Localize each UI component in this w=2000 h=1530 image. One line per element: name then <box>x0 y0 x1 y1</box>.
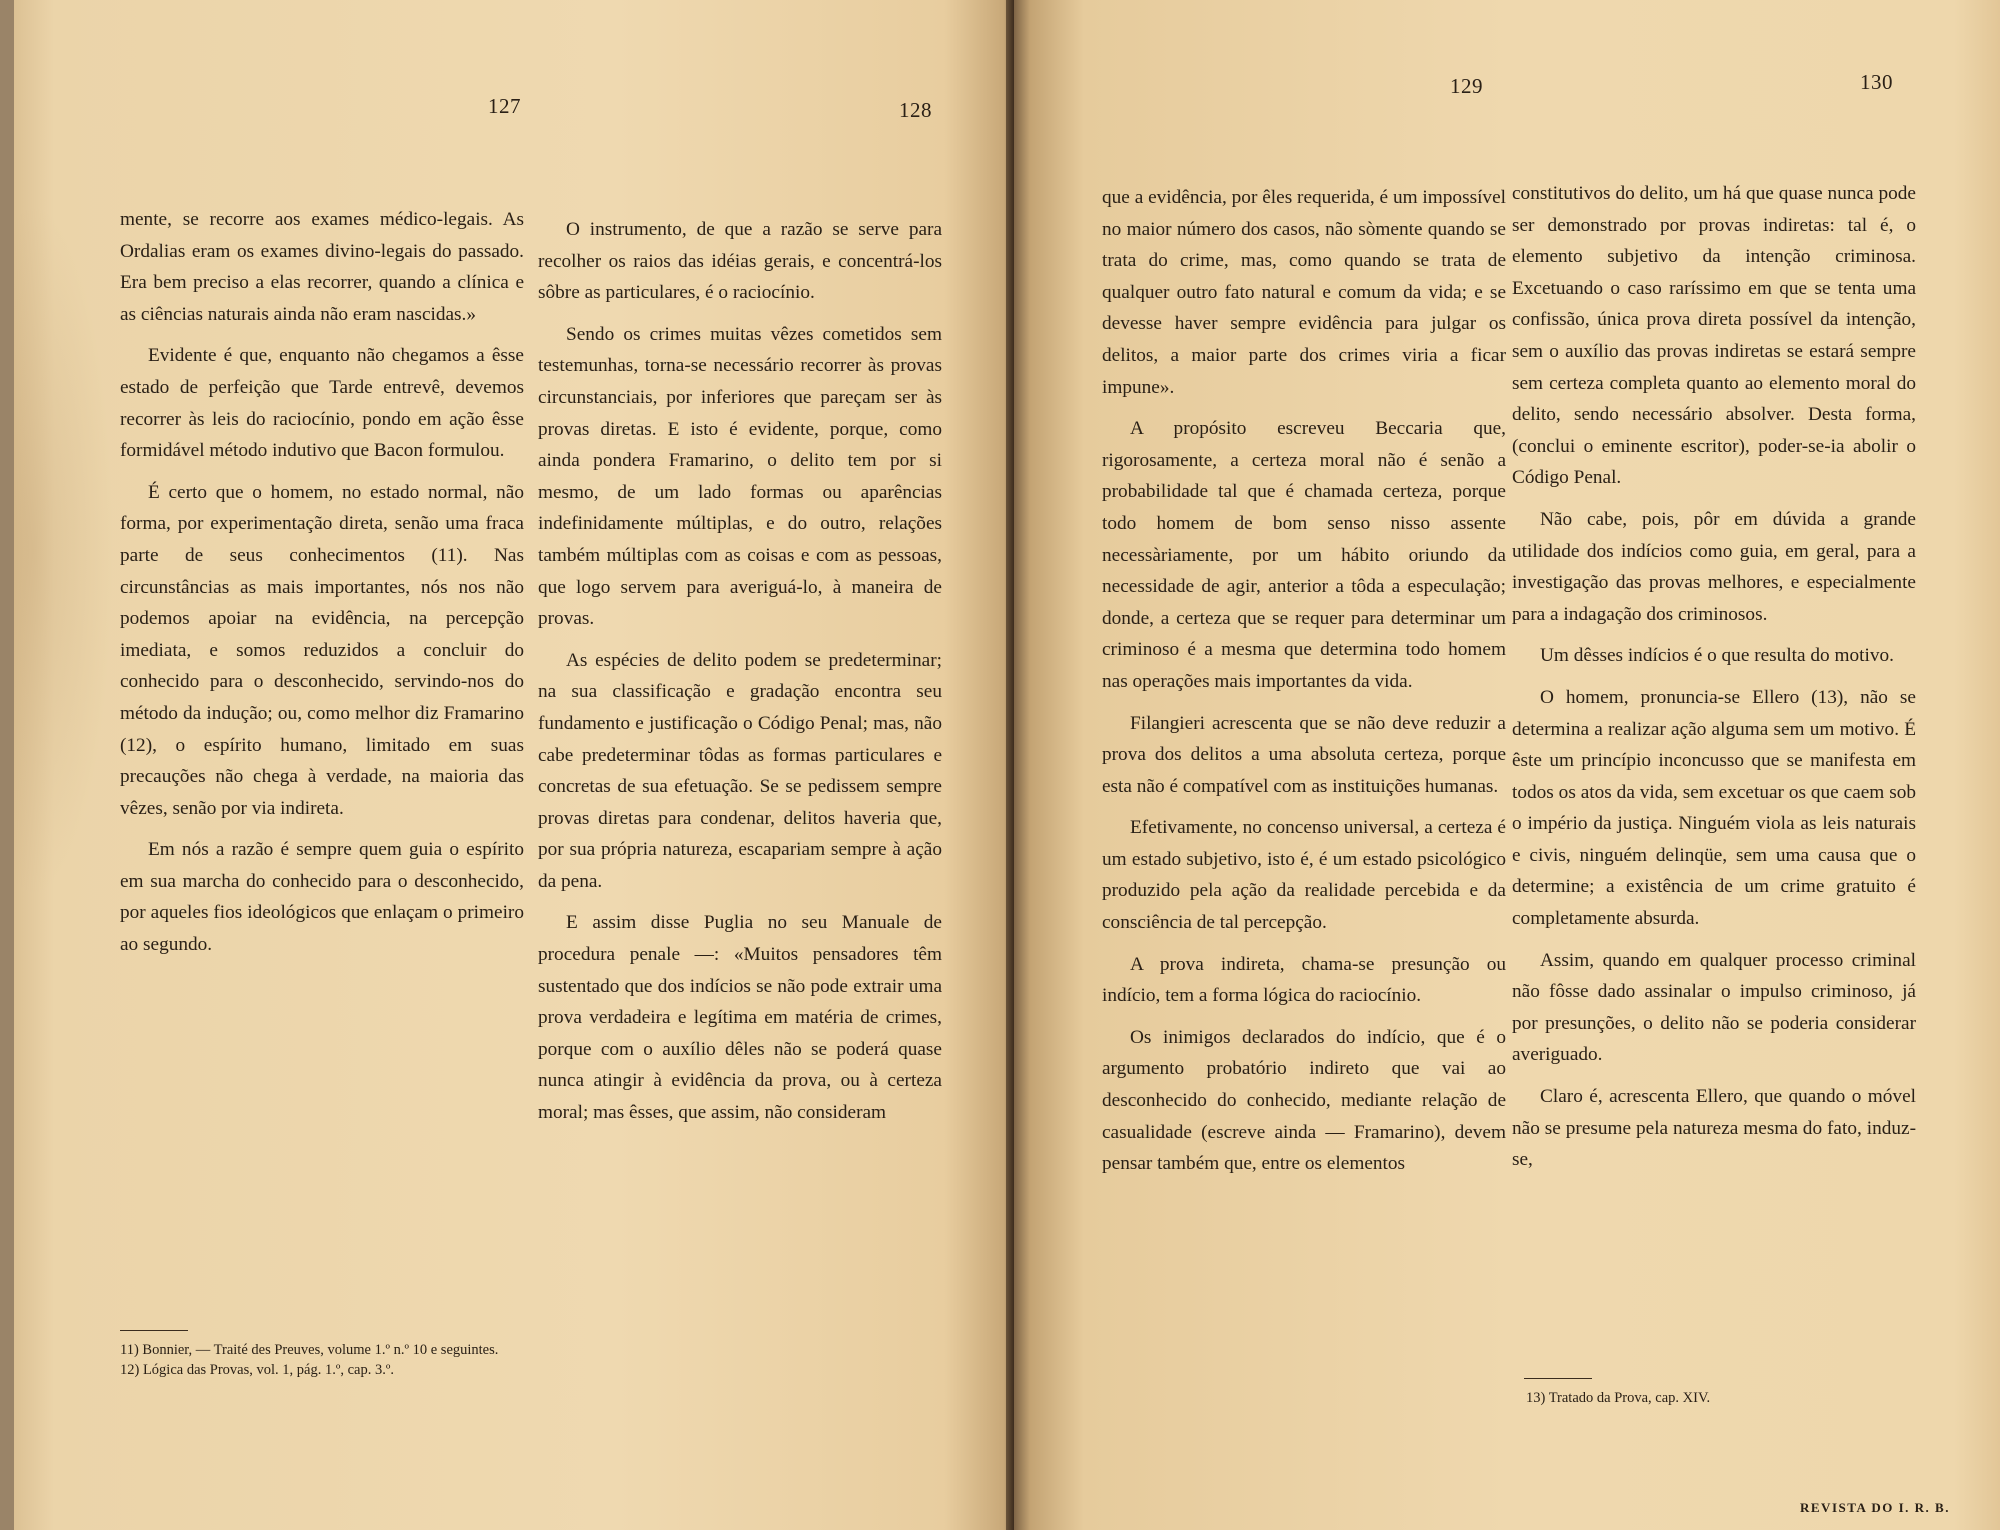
paragraph: Um dêsses indícios é o que resulta do motivo. <box>1540 645 1894 667</box>
paragraph: Evidente é que, enquanto não chegamos a êsse estado de perfeição que Tarde entrevê, devemos recorrer às leis do raciocínio, pondo em ação êsse formidável método indutivo que Bacon formulou. <box>120 345 524 462</box>
column-page-128 <box>538 214 942 1139</box>
paragraph: Os inimigos declarados do indício, que é o argumento probatório indireto que vai ao desconhecido do conhecido, mediante relação de casualidade (escreve ainda — Framarino), devem pensar também que, entre os elementos <box>1102 1026 1506 1175</box>
paragraph: As espécies de delito podem se predeterminar; na sua classificação e gradação encontra seu fundamento e justificação o Código Penal; mas, não cabe predeterminar tôdas as formas particulares e concretas de sua efetuação. Se se pedissem sempre provas diretas para condenar, delitos haveria que, por sua própria natureza, escapariam sempre à ação da pena. <box>538 649 942 892</box>
column-page-129 <box>1102 182 1506 1190</box>
page-number-130: 130 <box>1860 70 1893 94</box>
paragraph: Sendo os crimes muitas vêzes cometidos sem testemunhas, torna-se necessário recorrer às provas circunstanciais, por inferiores que pareçam ser às provas diretas. E isto é evidente, porque, como ainda pondera Framarino, o delito tem por si mesmo, de um lado formas ou aparências indefinidamente múltiplas, e do outro, relações também múltiplas com as coisas e com as pessoas, que logo servem para averiguá-lo, à maneira de provas. <box>538 323 942 630</box>
paragraph: Filangieri acrescenta que se não deve reduzir a prova dos delitos a uma absoluta certeza, porque esta não é compatível com as instituições humanas. <box>1102 712 1506 797</box>
column-page-127 <box>120 204 524 971</box>
journal-footer: REVISTA DO I. R. B. <box>1800 1500 1950 1515</box>
paragraph: A prova indireta, chama-se presunção ou indício, tem a forma lógica do raciocínio. <box>1102 953 1506 1007</box>
paragraph: É certo que o homem, no estado normal, não forma, por experimentação direta, senão uma fraca parte de seus conhecimentos (11). Nas circunstâncias as mais importantes, nós nos não podemos apoiar na evidência, na percepção imediata, e somos reduzidos a concluir do conhecido para o desconhecido, servindo-nos do método da indução; ou, como melhor diz Framarino (12), o espírito humano, limitado em suas precauções não chega à verdade, na maioria das vêzes, senão por via indireta. <box>120 481 524 819</box>
paragraph: O instrumento, de que a razão se serve para recolher os raios das idéias gerais, e concentrá-los sôbre as particulares, é o raciocínio. <box>538 219 942 304</box>
left-page <box>14 0 1014 1530</box>
column-page-130 <box>1512 178 1916 1186</box>
paper-stain <box>14 200 114 900</box>
paragraph: Em nós a razão é sempre quem guia o espírito em sua marcha do conhecido para o desconhecido, por aqueles fios ideológicos que enlaçam o primeiro ao segundo. <box>120 839 524 956</box>
paragraph: A propósito escreveu Beccaria que, rigorosamente, a certeza moral não é senão a probabilidade tal que é chamada certeza, porque todo homem de bom senso nisso assente necessàriamente, por um hábito oriundo da necessidade de agir, anterior a tôda a especulação; donde, a certeza que se requer para determinar um criminoso é a mesma que determina todo homem nas operações mais importantes da vida. <box>1102 418 1506 692</box>
paragraph: mente, se recorre aos exames médico-legais. As Ordalias eram os exames divino-legais do passado. Era bem preciso a elas recorrer, quando a clínica e as ciências naturais ainda não eram nascidas.» <box>120 209 524 325</box>
footnotes-page-130 <box>1526 1388 1916 1408</box>
footnote-13: 13) Tratado da Prova, cap. XIV. <box>1526 1390 1711 1406</box>
page-number-128: 128 <box>899 98 932 122</box>
footnote-rule <box>120 1330 188 1331</box>
right-page <box>1014 0 2000 1530</box>
paragraph: E assim disse Puglia no seu Manuale de procedura penale —: «Muitos pensadores têm sustentado que dos indícios se não pode extrair uma prova verdadeira e legítima em matéria de crimes, porque com o auxílio dêles não se poderá quase nunca atingir à evidência da prova, ou à certeza moral; mas êsses, que assim, não consideram <box>538 912 942 1124</box>
footnote-11: 11) Bonnier, — Traité des Preuves, volume 1.º n.º 10 e seguintes. <box>120 1342 499 1358</box>
footnote-12: 12) Lógica das Provas, vol. 1, pág. 1.º, cap. 3.º. <box>120 1362 394 1378</box>
paragraph: constitutivos do delito, um há que quase nunca pode ser demonstrado por provas indiretas: tal é, o elemento subjetivo da intenção criminosa. Excetuando o caso raríssimo em que se tenta uma confissão, única prova direta possível da intenção, sem o auxílio das provas indiretas se estará sempre sem certeza completa quanto ao elemento moral do delito, sendo necessário absolver. Desta forma, (conclui o eminente escritor), poder-se-ia abolir o Código Penal. <box>1512 183 1916 489</box>
paragraph: Efetivamente, no concenso universal, a certeza é um estado subjetivo, isto é, é um estado psicológico produzido pela ação da realidade percebida e da consciência de tal percepção. <box>1102 817 1506 934</box>
page-number-127: 127 <box>488 94 521 118</box>
footnotes-page-127 <box>120 1340 524 1380</box>
paragraph: Assim, quando em qualquer processo criminal não fôsse dado assinalar o impulso criminoso, já por presunções, o delito não se poderia considerar averiguado. <box>1512 949 1916 1066</box>
paragraph: Claro é, acrescenta Ellero, que quando o móvel não se presume pela natureza mesma do fato, induz-se, <box>1512 1086 1916 1171</box>
page-number-129: 129 <box>1450 74 1483 98</box>
paragraph: O homem, pronuncia-se Ellero (13), não se determina a realizar ação alguma sem um motivo. É êste um princípio inconcusso que se manifesta em todos os atos da vida, sem excetuar os que caem sob o império da justiça. Ninguém viola as leis naturais e civis, ninguém delinqüe, sem uma causa que o determine; a existência de um crime gratuito é completamente absurda. <box>1512 686 1916 930</box>
footnote-rule <box>1524 1378 1592 1379</box>
paragraph: que a evidência, por êles requerida, é um impossível no maior número dos casos, não sòmente quando se trata do crime, mas, como quando se trata de qualquer outro fato natural e comum da vida; e se devesse haver sempre evidência para julgar os delitos, a maior parte dos crimes viria a ficar impune». <box>1102 187 1506 398</box>
paragraph: Não cabe, pois, pôr em dúvida a grande utilidade dos indícios como guia, em geral, para a investigação das provas melhores, e especialmente para a indagação dos criminosos. <box>1512 508 1916 625</box>
